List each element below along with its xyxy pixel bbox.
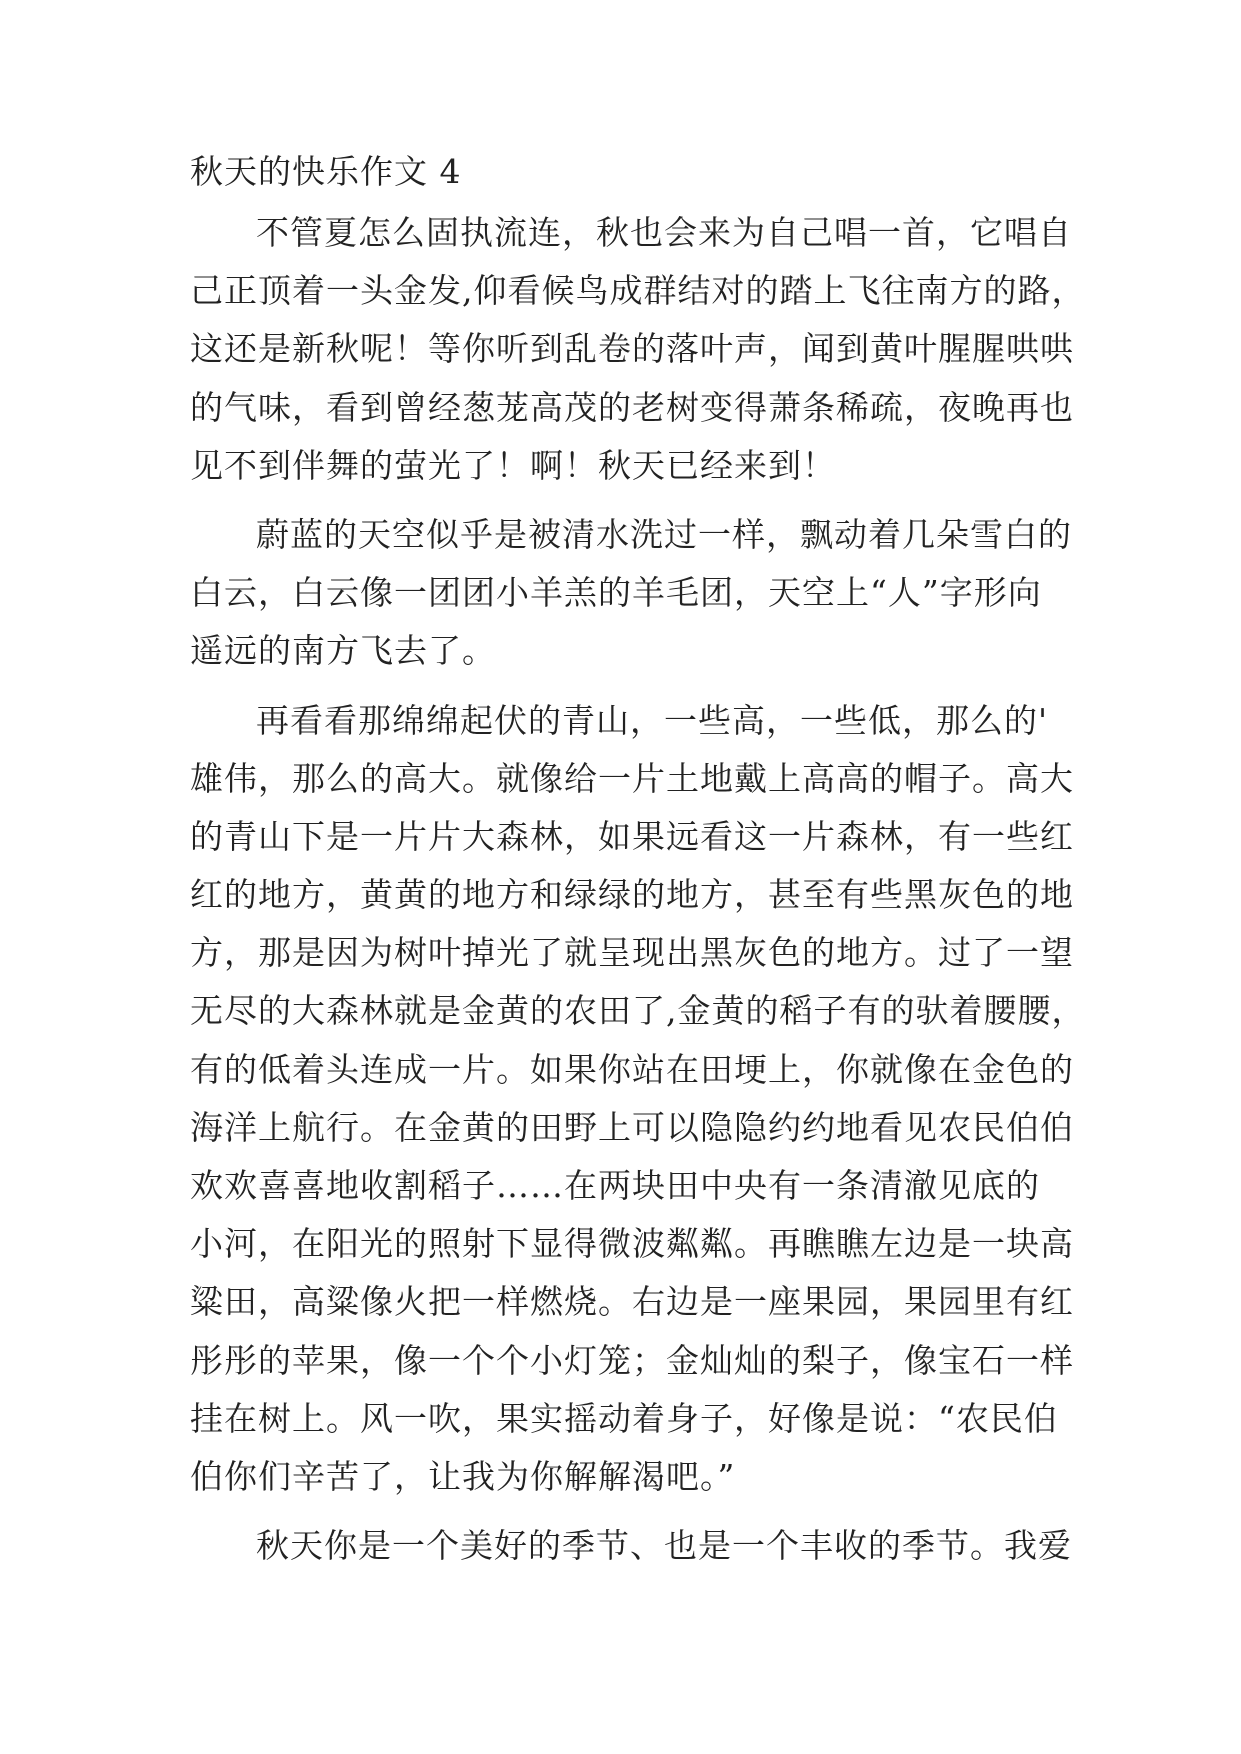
text-line: 伯你们辛苦了，让我为你解解渴吧。” [190,1456,736,1496]
text-line: 白云，白云像一团团小羊羔的羊毛团，天空上“人”字形向 [190,573,1042,613]
text-line: 小河，在阳光的照射下显得微波粼粼。再瞧瞧左边是一块高 [190,1224,1074,1264]
text-line: 雄伟，那么的高大。就像给一片土地戴上高高的帽子。高大 [190,758,1074,798]
text-line: 再看看那绵绵起伏的青山，一些高，一些低，那么的' [256,700,1049,740]
text-line: 蔚蓝的天空似乎是被清水洗过一样，飘动着几朵雪白的 [256,514,1072,554]
paragraph-3 [190,692,1090,1507]
text-line: 海洋上航行。在金黄的田野上可以隐隐约约地看见农民伯伯 [190,1107,1074,1147]
text-line: 无尽的大森林就是金黄的农田了,金黄的稻子有的驮着腰腰， [190,991,1086,1031]
paragraph-4 [190,1517,1090,1575]
document-body [190,140,1090,1575]
text-line: 秋天你是一个美好的季节、也是一个丰收的季节。我爱 [256,1526,1072,1566]
text-line: 遥远的南方飞去了。 [190,631,496,671]
text-line: 欢欢喜喜地收割稻子……在两块田中央有一条清澈见底的 [190,1166,1040,1205]
text-line: 的青山下是一片片大森林，如果远看这一片森林，有一些红 [190,816,1074,856]
text-line: 粱田，高粱像火把一样燃烧。右边是一座果园，果园里有红 [190,1282,1074,1322]
text-line: 有的低着头连成一片。如果你站在田埂上，你就像在金色的 [190,1049,1074,1089]
text-line: 挂在树上。风一吹，果实摇动着身子，好像是说：“农民伯 [190,1398,1058,1438]
text-line: 己正顶着一头金发,仰看候鸟成群结对的踏上飞往南方的路， [190,271,1086,311]
text-line: 的气味，看到曾经葱茏高茂的老树变得萧条稀疏，夜晚再也 [190,387,1074,427]
text-line: 红的地方，黄黄的地方和绿绿的地方，甚至有些黑灰色的地 [190,875,1074,915]
text-line: 见不到伴舞的萤光了！啊！秋天已经来到！ [190,445,836,485]
text-line: 不管夏怎么固执流连，秋也会来为自己唱一首，它唱自 [256,213,1072,252]
text-line: 方，那是因为树叶掉光了就呈现出黑灰色的地方。过了一望 [190,933,1074,973]
text-line: 这还是新秋呢！等你听到乱卷的落叶声，闻到黄叶腥腥哄哄 [190,329,1074,369]
paragraph-1 [190,204,1090,495]
paragraph-2 [190,506,1090,681]
text-line: 彤彤的苹果，像一个个小灯笼；金灿灿的梨子，像宝石一样 [190,1340,1074,1380]
document-title: 秋天的快乐作文 4 [190,152,462,191]
